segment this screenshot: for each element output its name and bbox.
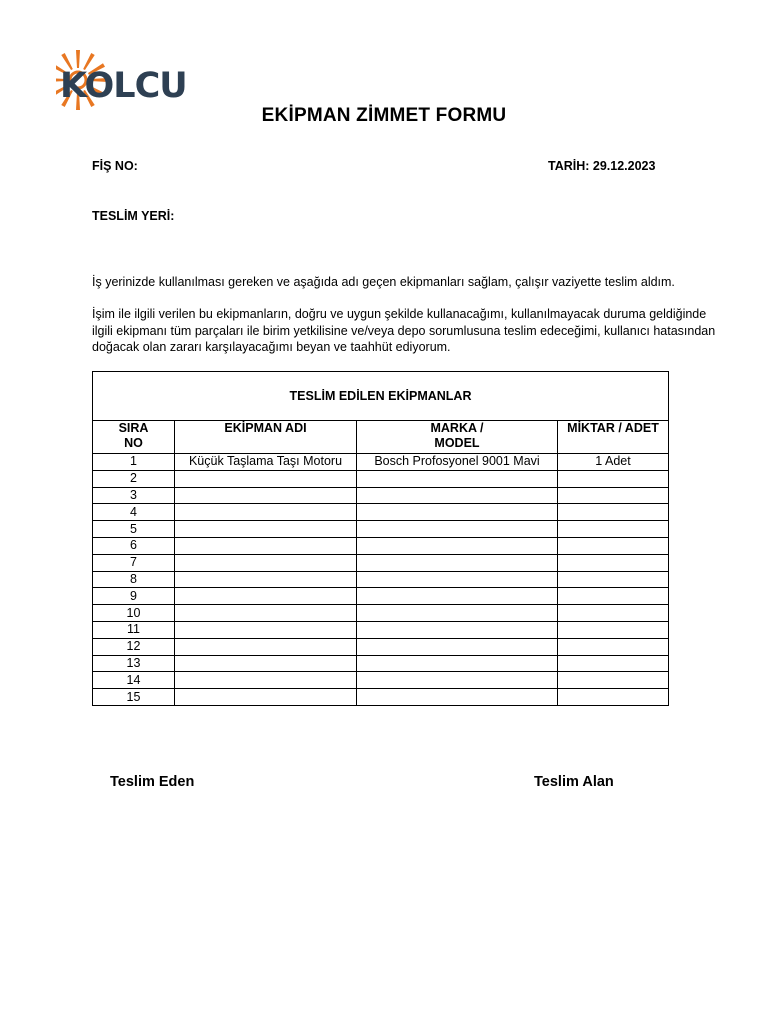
table-row	[93, 621, 669, 638]
table-row	[93, 655, 669, 672]
cell-no: 10	[93, 605, 175, 622]
cell-no: 12	[93, 638, 175, 655]
cell-equipment	[175, 672, 357, 689]
header-text: NO	[124, 436, 143, 450]
cell-brand	[357, 689, 558, 706]
cell-quantity	[558, 672, 669, 689]
cell-brand	[357, 672, 558, 689]
cell-brand	[357, 621, 558, 638]
cell-equipment	[175, 655, 357, 672]
cell-quantity	[558, 655, 669, 672]
cell-brand	[357, 588, 558, 605]
statement-line: İşim ile ilgili verilen bu ekipmanların, doğru ve uygun şekilde kullanacağımı, kullanılmayacak duruma geldiğinde	[92, 307, 707, 321]
cell-brand	[357, 470, 558, 487]
header-text: SIRA	[118, 421, 149, 435]
cell-equipment	[175, 487, 357, 504]
statement-line: ilgili ekipmanı tüm parçaları ile birim yetkilisine ve/veya depo sorumlusuna teslim edeceğimi, kullanıcı hatasından	[92, 323, 716, 338]
cell-brand	[357, 554, 558, 571]
cell-no: 5	[93, 521, 175, 538]
fis-no-label: FİŞ NO:	[92, 159, 138, 173]
cell-brand	[357, 504, 558, 521]
table-row	[93, 521, 669, 538]
header-text: MARKA /	[430, 421, 484, 435]
statement-line: doğacak olan zararı karşılayacağımı beyan ve taahhüt ediyorum.	[92, 340, 451, 354]
table-row	[93, 571, 669, 588]
cell-quantity	[558, 537, 669, 554]
delivery-place-label: TESLİM YERİ:	[92, 209, 175, 223]
cell-equipment	[175, 554, 357, 571]
table-row	[93, 537, 669, 554]
cell-equipment	[175, 521, 357, 538]
cell-quantity	[558, 470, 669, 487]
cell-brand	[357, 537, 558, 554]
statement-paragraph-2	[92, 306, 752, 356]
cell-quantity	[558, 504, 669, 521]
cell-equipment	[175, 621, 357, 638]
statement-paragraph-1: İş yerinizde kullanılması gereken ve aşağıda adı geçen ekipmanları sağlam, çalışır vaziyette teslim aldım.	[92, 275, 675, 289]
header-text: MODEL	[434, 436, 480, 450]
cell-brand	[357, 605, 558, 622]
header-sira-no	[93, 421, 175, 454]
header-equipment-name: EKİPMAN ADI	[175, 421, 357, 454]
cell-equipment	[175, 504, 357, 521]
cell-no: 7	[93, 554, 175, 571]
table-row	[93, 689, 669, 706]
table-row	[93, 454, 669, 471]
cell-quantity	[558, 605, 669, 622]
cell-brand	[357, 571, 558, 588]
company-logo	[50, 48, 187, 112]
table-row	[93, 638, 669, 655]
cell-quantity	[558, 689, 669, 706]
cell-equipment	[175, 470, 357, 487]
equipment-table	[92, 371, 669, 706]
cell-no: 4	[93, 504, 175, 521]
cell-no: 9	[93, 588, 175, 605]
page-title: EKİPMAN ZİMMET FORMU	[261, 105, 507, 126]
cell-equipment	[175, 605, 357, 622]
cell-quantity	[558, 554, 669, 571]
signature-deliverer-label: Teslim Eden	[110, 774, 195, 790]
cell-equipment: Küçük Taşlama Taşı Motoru	[175, 454, 357, 471]
cell-no: 11	[93, 621, 175, 638]
table-caption: TESLİM EDİLEN EKİPMANLAR	[93, 372, 669, 421]
cell-equipment	[175, 537, 357, 554]
signature-receiver-label: Teslim Alan	[534, 774, 614, 790]
cell-no: 14	[93, 672, 175, 689]
cell-equipment	[175, 638, 357, 655]
cell-no: 8	[93, 571, 175, 588]
table-row	[93, 672, 669, 689]
cell-quantity	[558, 487, 669, 504]
cell-brand	[357, 487, 558, 504]
logo-wordmark: KOLCU	[60, 66, 187, 106]
cell-equipment	[175, 588, 357, 605]
cell-quantity	[558, 521, 669, 538]
table-row	[93, 605, 669, 622]
cell-quantity	[558, 638, 669, 655]
cell-equipment	[175, 689, 357, 706]
date-label: TARİH: 29.12.2023	[548, 159, 656, 173]
table-row	[93, 588, 669, 605]
header-quantity: MİKTAR / ADET	[558, 421, 669, 454]
cell-quantity	[558, 571, 669, 588]
cell-no: 15	[93, 689, 175, 706]
cell-no: 2	[93, 470, 175, 487]
header-brand-model	[357, 421, 558, 454]
cell-no: 3	[93, 487, 175, 504]
cell-quantity	[558, 588, 669, 605]
table-row	[93, 554, 669, 571]
cell-brand	[357, 638, 558, 655]
cell-equipment	[175, 571, 357, 588]
cell-no: 6	[93, 537, 175, 554]
cell-no: 13	[93, 655, 175, 672]
table-row	[93, 504, 669, 521]
cell-quantity	[558, 621, 669, 638]
table-row	[93, 470, 669, 487]
table-row	[93, 487, 669, 504]
cell-no: 1	[93, 454, 175, 471]
cell-quantity: 1 Adet	[558, 454, 669, 471]
cell-brand	[357, 655, 558, 672]
cell-brand	[357, 521, 558, 538]
cell-brand: Bosch Profosyonel 9001 Mavi	[357, 454, 558, 471]
